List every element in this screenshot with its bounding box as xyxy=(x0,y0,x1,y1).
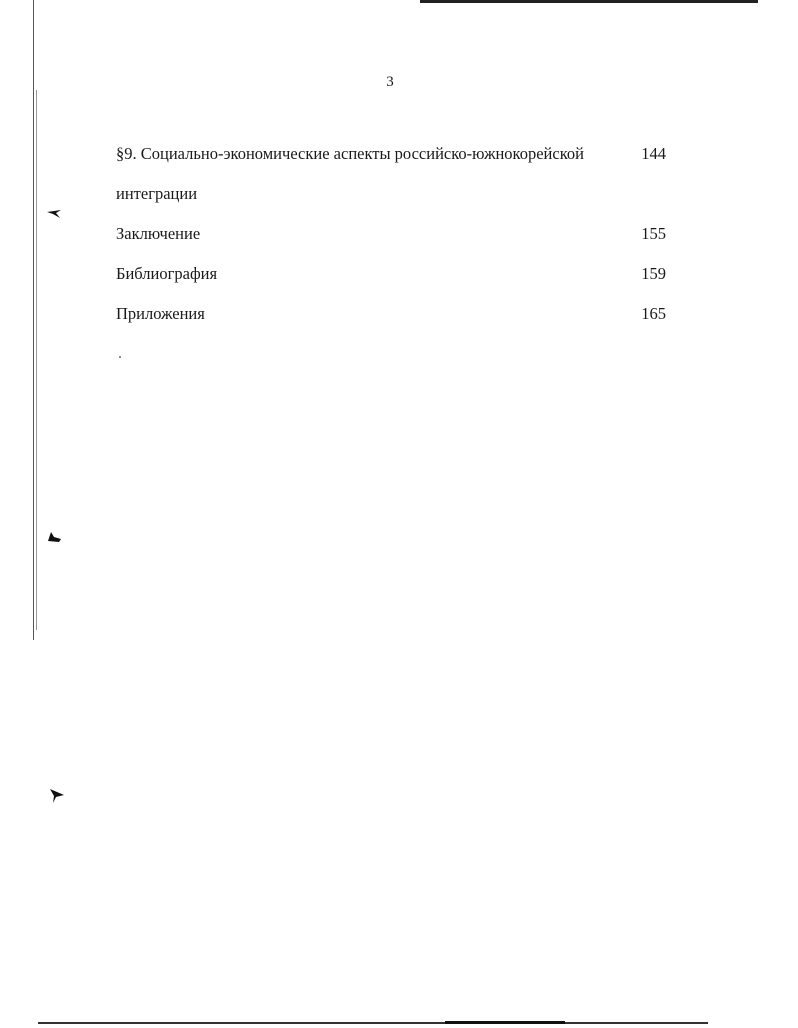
toc-entry-page: 144 xyxy=(641,144,666,163)
scan-edge-line xyxy=(38,1022,708,1024)
toc-entry-title: Библиография xyxy=(116,264,218,283)
binding-mark-icon xyxy=(47,531,61,543)
scan-edge-line xyxy=(420,0,758,3)
scan-speck xyxy=(119,356,121,358)
toc-entry xyxy=(116,134,676,214)
toc-entry-title: §9. Социально-экономические аспекты российско-южнокорейской интеграции xyxy=(116,144,584,203)
table-of-contents xyxy=(116,134,676,334)
scan-edge-line xyxy=(33,0,34,640)
toc-entry-page: 159 xyxy=(641,264,666,283)
scan-edge-line xyxy=(36,90,37,630)
toc-entry-page: 165 xyxy=(641,304,666,323)
toc-entry-title: Приложения xyxy=(116,304,205,323)
toc-entry-page: 155 xyxy=(641,224,666,243)
toc-entry-title: Заключение xyxy=(116,224,201,243)
toc-entry xyxy=(116,214,676,254)
toc-entry xyxy=(116,254,676,294)
page-number: 3 xyxy=(386,74,394,90)
toc-entry xyxy=(116,294,676,334)
binding-mark-icon xyxy=(50,789,64,801)
binding-mark-icon xyxy=(47,207,61,219)
scan-edge-line xyxy=(445,1021,565,1024)
